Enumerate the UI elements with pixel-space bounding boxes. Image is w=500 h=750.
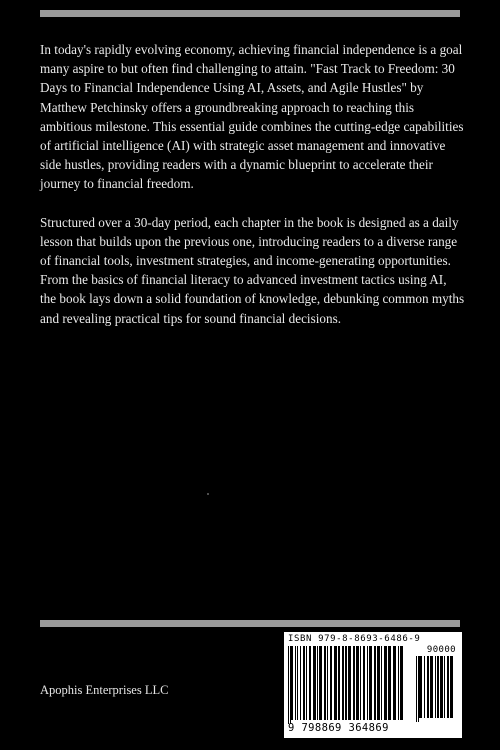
barcode-bar [334,646,337,720]
barcode-bar [427,656,429,718]
barcode-bar [418,656,419,722]
barcode-bar [324,646,326,720]
barcode-bar [430,656,433,718]
barcode-bar [398,646,399,720]
barcode-bar [437,656,439,718]
blurb-paragraph-1: In today's rapidly evolving economy, achieving financial independence is a goal many aspire to but often find challenging to attain. "Fast Track to Freedom: 30 Days to Financial Independence Using AI, Assets, and Agile Hustles" by Matthew Petchinsky offers a groundbreaking approach to reaching this ambitious milestone. This essential guide combines the cutting-edge capabilities of artificial intelligence (AI) with strategic asset management and innovative side hustles, providing readers with a dynamic blueprint to accelerate their journey to financial freedom. [40,42,464,192]
barcode-bar [345,646,347,720]
barcode-bar [313,646,316,720]
barcode-bar [297,646,298,720]
barcode-bar [317,646,318,720]
barcode-bar [303,646,305,720]
dust-speck [207,493,209,495]
top-divider-bar [40,10,460,17]
barcode-box [284,632,462,738]
barcode-bar [327,646,328,720]
barcode-bar [435,656,436,718]
blurb-paragraph-2: Structured over a 30-day period, each chapter in the book is designed as a daily lesson that builds upon the previous one, introducing readers to a diverse range of financial tools, investment strategies, and income-generating opportunities. From the basics of financial literacy to advanced investment tactics using AI, the book lays down a solid foundation of knowledge, debunking common myths and revealing practical tips for sound financial decisions. [40,214,465,326]
barcode-bar [360,646,361,720]
barcode-bar [291,646,293,720]
barcode-bar [400,646,403,720]
barcode-bar [381,646,382,720]
barcode-bar [363,646,365,720]
barcode-bar [424,656,425,718]
bottom-divider-bar [40,620,460,627]
barcode-bar [369,646,372,720]
isbn-text: ISBN 979-8-8693-6486-9 [288,634,421,644]
barcode-bar [306,646,307,720]
publisher-name: Apophis Enterprises LLC [40,683,169,697]
barcode-bar [295,646,296,720]
price-code: 90000 [426,645,456,655]
barcode-bar [384,646,387,720]
barcode-bar [377,646,380,720]
barcode-bar [393,646,396,720]
barcode-bar [348,646,351,720]
barcode-bar [416,656,417,722]
barcode-bar [367,646,368,720]
barcode-bar [353,646,355,720]
ean-digits: 9 798869 364869 [288,722,389,734]
barcode-bar [300,646,301,720]
barcode-bar [288,646,289,724]
barcode-bar [330,646,332,720]
barcode-bar [419,656,422,718]
barcode-bar [356,646,359,720]
barcode-bar [440,656,443,718]
barcode-bar [444,656,445,718]
barcode-bar [374,646,376,720]
barcode-bar [319,646,322,720]
barcode-bar [338,646,340,720]
barcode-bar [447,656,449,718]
barcode-bar [450,656,453,718]
barcode-bar [342,646,344,720]
barcode-bar [290,646,291,724]
barcode-bar [388,646,391,720]
barcode-icon [288,646,458,724]
blurb-text [40,40,465,347]
barcode-bar [309,646,311,720]
